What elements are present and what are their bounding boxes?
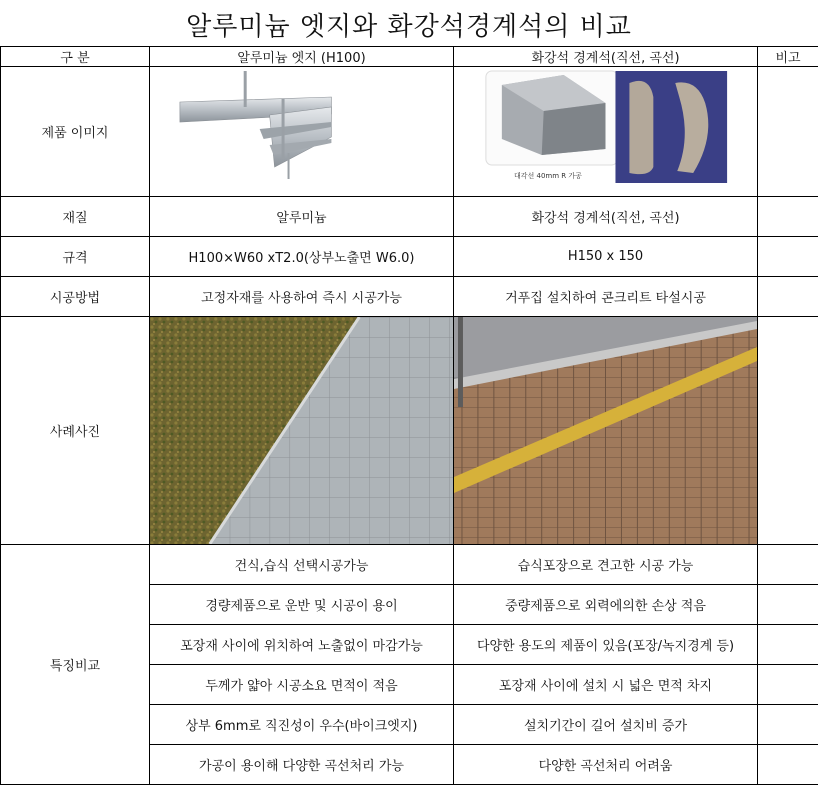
row-label: 시공방법 [1,277,150,317]
table-row [1,67,818,197]
feature-row [1,545,818,585]
header-category: 구 분 [1,47,150,67]
remarks-cell [758,745,818,785]
header-aluminum: 알루미늄 엣지 (H100) [150,47,454,67]
remarks-cell [758,545,818,585]
header-granite: 화강석 경계석(직선, 곡선) [454,47,758,67]
row-label: 특징비교 [1,545,150,785]
aluminum-feature: 경량제품으로 운반 및 시공이 용이 [150,585,454,625]
aluminum-edge-image [150,67,454,197]
aluminum-case-photo [150,317,454,545]
granite-value: 거푸집 설치하여 콘크리트 타설시공 [454,277,758,317]
aluminum-value: 알루미늄 [150,197,454,237]
granite-feature: 다양한 용도의 제품이 있음(포장/녹지경계 등) [454,625,758,665]
row-label: 사례사진 [1,317,150,545]
remarks-cell [758,317,818,545]
aluminum-value: 고정자재를 사용하여 즉시 시공가능 [150,277,454,317]
row-label: 제품 이미지 [1,67,150,197]
remarks-cell [758,705,818,745]
table-row [1,237,818,277]
page-title: 알루미늄 엣지와 화강석경계석의 비교 [0,6,818,43]
granite-value: 화강석 경계석(직선, 곡선) [454,197,758,237]
granite-feature: 다양한 곡선처리 어려움 [454,745,758,785]
granite-feature: 포장재 사이에 설치 시 넓은 면적 차지 [454,665,758,705]
remarks-cell [758,277,818,317]
remarks-cell [758,625,818,665]
aluminum-feature: 두께가 얇아 시공소요 면적이 적음 [150,665,454,705]
granite-value: H150 x 150 [454,237,758,277]
row-label: 재질 [1,197,150,237]
granite-feature: 습식포장으로 견고한 시공 가능 [454,545,758,585]
granite-case-photo [454,317,758,545]
aluminum-feature: 가공이 용이해 다양한 곡선처리 가능 [150,745,454,785]
remarks-cell [758,585,818,625]
header-row [1,47,818,67]
granite-feature: 중량제품으로 외력에의한 손상 적음 [454,585,758,625]
row-label: 규격 [1,237,150,277]
table-row [1,317,818,545]
aluminum-feature: 건식,습식 선택시공가능 [150,545,454,585]
remarks-cell [758,197,818,237]
remarks-cell [758,67,818,197]
aluminum-feature: 포장재 사이에 위치하여 노출없이 마감가능 [150,625,454,665]
aluminum-feature: 상부 6mm로 직진성이 우수(바이크엣지) [150,705,454,745]
comparison-table [0,46,818,785]
table-row [1,197,818,237]
remarks-cell [758,665,818,705]
granite-caption: 대각선 40mm R 가공 [514,171,582,181]
granite-curb-image [454,67,758,197]
aluminum-value: H100×W60 xT2.0(상부노출면 W6.0) [150,237,454,277]
header-remarks: 비고 [758,47,818,67]
remarks-cell [758,237,818,277]
table-row [1,277,818,317]
granite-feature: 설치기간이 길어 설치비 증가 [454,705,758,745]
